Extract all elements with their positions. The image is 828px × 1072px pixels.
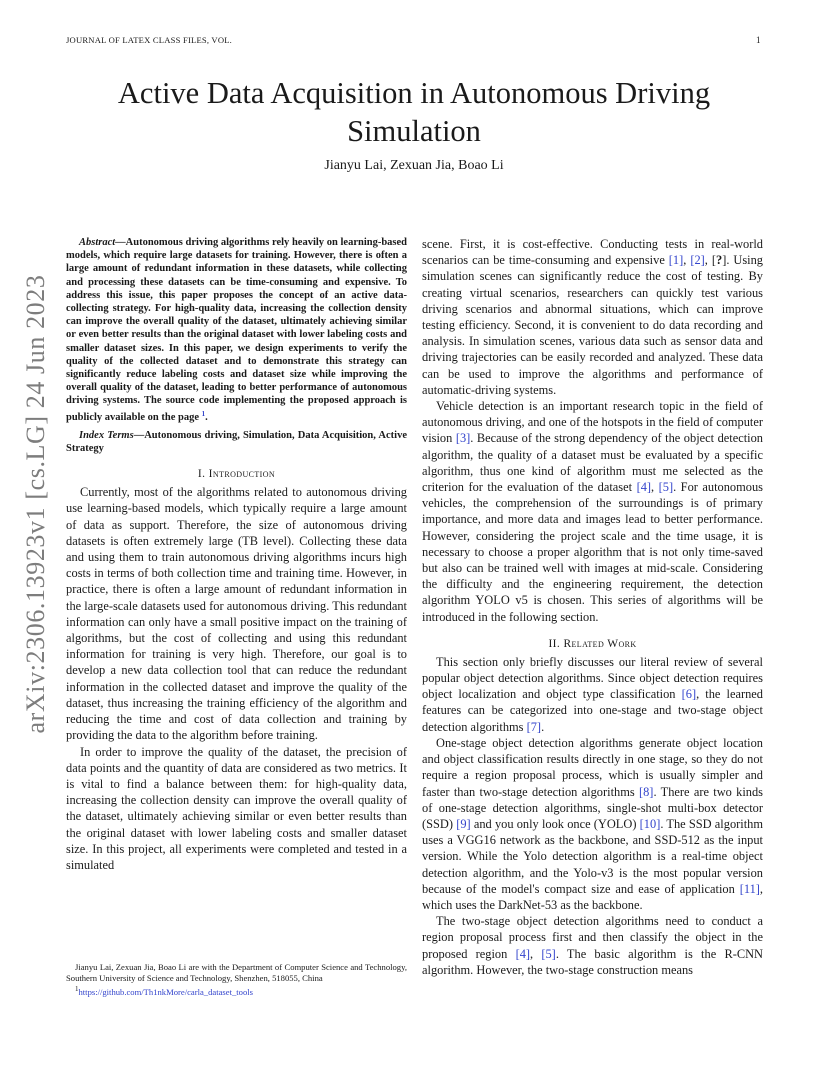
citation-link[interactable]: [8] xyxy=(638,784,654,799)
paper-title: Active Data Acquisition in Autonomous Driving Simulation xyxy=(117,76,711,148)
affiliation-footnote: Jianyu Lai, Zexuan Jia, Boao Li are with the Department of Computer Science and Technology, Southern University of Science and Technology, Shenzhen, 518055, China xyxy=(66,962,407,983)
citation-link[interactable]: [6] xyxy=(681,687,697,702)
index-terms-text: —Autonomous driving, Simulation, Data Acquisition, Active Strategy xyxy=(66,429,407,455)
index-terms-label: Index Terms xyxy=(79,429,134,441)
section-heading-related-work: II. Related Work xyxy=(548,637,637,650)
citation-link[interactable]: [4] xyxy=(515,946,531,961)
citation-link[interactable]: [7] xyxy=(526,719,542,734)
citation-link[interactable]: [1] xyxy=(668,253,684,268)
left-column xyxy=(66,236,407,873)
intro-paragraph-2: In order to improve the quality of the dataset, the precision of data points and the quantity of data are considered as two metrics. It is vital to find a balance between them: for high-quality data, increasing the collection density can improve the overall quality of the dataset, ultimately achieving similar or even better results than the original dataset with lower labeling costs and smaller dataset size. In this project, all experiments were completed and tested in a simulated xyxy=(66,744,407,872)
vehicle-detection-paragraph: Vehicle detection is an important research topic in the field of autonomous driving, and one of the hotspots in the field of computer vision [3]. Because of the strong dependency of the object detection algorithm, the quality of a dataset must be evaluated by a specific algorithm, thus one kind of algorithm must me selected as the criterion for the evaluation of the dataset [4], [5]. For autonomous vehicles, the comprehension of the surroundings is of primary importance, and more data and images lead to better performance. However, considering the project scale and the time usage, it is necessary to choose a proper algorithm that is not only time-saved but also can be trained well with images at mid-scale. Considering the difficulty and the engineering requirement, the detection algorithm YOLO v5 is chosen. This series of algorithms will be introduced in the following section. xyxy=(422,399,764,624)
code-link-footnote: $^1$https://github.com/Th1nkMore/carla_dataset_tools xyxy=(75,985,253,997)
citation-link[interactable]: [2] xyxy=(690,253,705,268)
source-code-link[interactable]: https://github.com/Th1nkMore/carla_dataset_tools xyxy=(78,987,253,997)
journal-header: JOURNAL OF LATEX CLASS FILES, VOL. xyxy=(66,35,233,45)
simulation-benefits-paragraph: scene. First, it is cost-effective. Conducting tests in real-world scenarios can be time-consuming and expensive [1], [2], [?]. Using simulation scenes can significantly reduce the cost of testing. By creating virtual scenarios, researchers can quickly test various driving scenarios and abnormal situations, which can improve testing efficiency. Second, it is convenient to do data recording and analysis. In simulation scenes, various data such as sensor data and driving trajectories can be easily recorded and analyzed. These data can be used to improve the algorithms and performance of automatic-driving systems. xyxy=(422,237,763,397)
footnote-block xyxy=(66,962,407,998)
section-heading-introduction: I. Introduction xyxy=(197,468,276,481)
abstract-text: —Autonomous driving algorithms rely heavily on learning-based models, which require large datasets for training. However, there is often a large amount of redundant information in these datasets, while collecting and processing these datasets can be time-consuming and expensive. To address this issue, this paper proposes the concept of an active data-collecting strategy. For high-quality data, increasing the collection density can improve the overall quality of the dataset, ultimately achieving similar or even better results than the original dataset with lower labeling costs and smaller dataset sizes. In this paper, we design experiments to verify the quality of the collected dataset and to demonstrate this strategy can significantly reduce labeling costs and dataset size while improving the overall quality of the dataset, leading to better performance of autonomous driving systems. The source code implementing the proposed approach is publicly available on the page xyxy=(66,237,407,423)
broken-citation: ? xyxy=(715,253,723,268)
related-work-paragraph-1: This section only briefly discusses our literal review of several popular object detection algorithms. Since object detection requires object localization and object type classification [6], the learned features can be categorized into one-stage and two-stage object detection algorithms [7]. xyxy=(422,654,763,734)
author-list: Jianyu Lai, Zexuan Jia, Boao Li xyxy=(324,158,504,173)
citation-link[interactable]: [11] xyxy=(739,881,760,896)
right-column xyxy=(422,236,763,978)
citation-link[interactable]: [5] xyxy=(541,946,556,961)
two-stage-paragraph: The two-stage object detection algorithms need to conduct a region proposal process first and then classify the object in the proposed region [4], [5]. The basic algorithm is the R-CNN algorithm. However, the two-stage construction means xyxy=(422,914,763,977)
page-number: 1 xyxy=(756,35,761,45)
citation-link[interactable]: [3] xyxy=(455,431,471,446)
citation-link[interactable]: [10] xyxy=(639,816,661,831)
abstract-label: Abstract xyxy=(79,237,116,248)
abstract: Abstract—Autonomous driving algorithms rely heavily on learning-based models, which require large datasets for training. However, there is often a large amount of redundant information in these datasets, while collecting and processing these datasets can be time-consuming and expensive. To address this issue, this paper proposes the concept of an active data-collecting strategy. For high-quality data, increasing the collection density can improve the overall quality of the dataset, ultimately achieving similar or even better results than the original dataset with lower labeling costs and smaller dataset sizes. In this paper, we design experiments to verify the quality of the collected dataset and to demonstrate this strategy can significantly reduce labeling costs and dataset size while improving the overall quality of the dataset, leading to better performance of autonomous driving systems. The source code implementing the proposed approach is publicly available on the page $^1$. xyxy=(66,237,407,423)
index-terms xyxy=(66,429,407,455)
footnote-mark[interactable]: 1 xyxy=(201,409,206,418)
one-stage-paragraph: One-stage object detection algorithms generate object location and object classification results directly in one stage, so they do not require a region proposal process, which is usually simpler and faster than two-stage detection algorithms [8]. There are two kinds of one-stage detection algorithms, single-shot multi-box detector (SSD) [9] and you only look once (YOLO) [10]. The SSD algorithm uses a VGG16 network as the backbone, and SSD-512 as the input version. While the Yolo detection algorithm is a real-time object detection algorithm, and the Yolo-v3 is the most popular version because of the model's compact size and ease of application [11], which uses the DarkNet-53 as the backbone. xyxy=(422,735,763,912)
citation-link[interactable]: [4] xyxy=(636,480,652,495)
arxiv-side-stamp: arXiv:2306.13923v1 [cs.LG] 24 Jun 2023 xyxy=(21,274,50,734)
citation-link[interactable]: [9] xyxy=(456,816,471,831)
intro-paragraph-1: Currently, most of the algorithms related to autonomous driving use learning-based models, which typically require a large amount of data as support. Therefore, the size of autonomous driving datasets is often extremely large (TB level). Collecting these data and using them to train autonomous driving algorithms incurs high costs in terms of both collection time and training time. However, in practice, there is often a large amount of redundant information in the large-scale datasets used for autonomous driving. This redundant information can only have a small positive impact on the training of algorithms, but the cost of collecting and using this redundant information for training is very high. Therefore, our goal is to develop a new data collection tool that can reduce the redundant information in the collected dataset and improve the quality of the dataset, thus increasing the training efficiency of the algorithm and reducing the time and cost of data collection and training by providing the data to the algorithm before training. xyxy=(66,485,407,743)
citation-link[interactable]: [5] xyxy=(658,480,674,495)
